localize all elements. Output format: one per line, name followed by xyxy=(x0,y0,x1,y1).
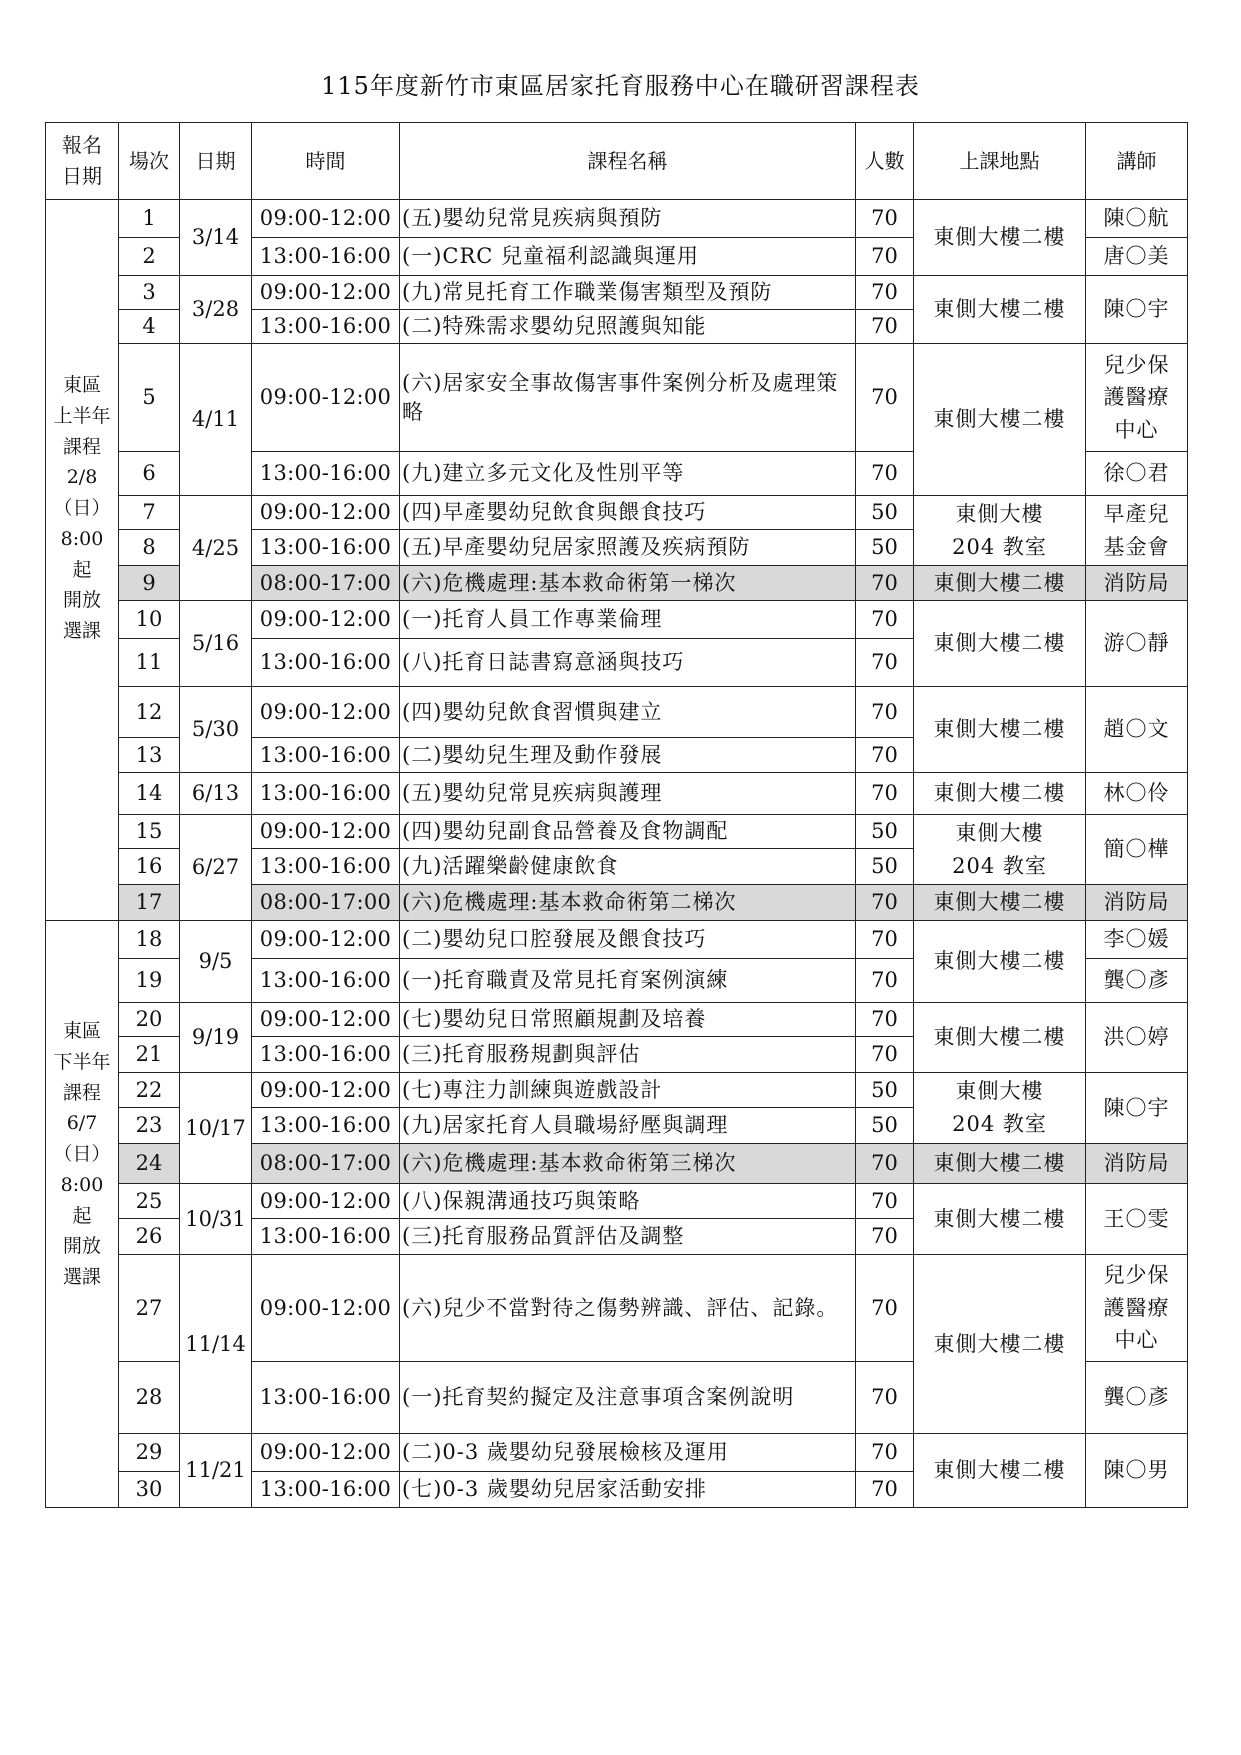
group-upper-line: 課程 xyxy=(62,435,101,458)
time-cell: 13:00-16:00 xyxy=(252,639,400,687)
date-cell: 10/17 xyxy=(180,1073,252,1184)
group-upper-line: 上半年 xyxy=(53,404,111,427)
date-cell: 11/14 xyxy=(180,1255,252,1434)
time-cell: 09:00-12:00 xyxy=(252,200,400,238)
course-name: (五)嬰幼兒常見疾病與護理 xyxy=(400,773,856,815)
teacher-cell: 游〇靜 xyxy=(1086,601,1188,687)
date-cell: 11/21 xyxy=(180,1434,252,1508)
time-cell: 13:00-16:00 xyxy=(252,238,400,276)
teacher-cell: 陳〇男 xyxy=(1086,1434,1188,1508)
group-lower-signup xyxy=(46,921,119,1508)
group-upper-line: （日） xyxy=(53,497,111,520)
course-name: (一)托育契約擬定及注意事項含案例說明 xyxy=(400,1362,856,1434)
time-cell: 09:00-12:00 xyxy=(252,1255,400,1362)
count-cell: 70 xyxy=(856,738,914,773)
teacher-cell: 陳〇航 xyxy=(1086,200,1188,238)
group-upper-signup xyxy=(46,200,119,921)
location-cell xyxy=(914,1073,1086,1144)
teacher-cell: 陳〇宇 xyxy=(1086,276,1188,344)
date-cell: 6/13 xyxy=(180,773,252,815)
count-cell: 70 xyxy=(856,566,914,601)
count-cell: 70 xyxy=(856,1219,914,1255)
teacher-line: 基金會 xyxy=(1103,534,1170,559)
header-count: 人數 xyxy=(856,123,914,200)
time-cell: 09:00-12:00 xyxy=(252,344,400,452)
count-cell: 70 xyxy=(856,639,914,687)
teacher-cell: 龔〇彥 xyxy=(1086,959,1188,1003)
table-row xyxy=(46,687,1188,738)
count-cell: 70 xyxy=(856,238,914,276)
count-cell: 70 xyxy=(856,1434,914,1472)
course-name: (八)托育日誌書寫意涵與技巧 xyxy=(400,639,856,687)
header-signup-line1: 報名 xyxy=(62,133,102,157)
date-cell: 3/14 xyxy=(180,200,252,276)
date-cell: 9/5 xyxy=(180,921,252,1003)
group-lower-line: 東區 xyxy=(62,1020,101,1042)
count-cell: 70 xyxy=(856,773,914,815)
location-cell: 東側大樓二樓 xyxy=(914,773,1086,815)
location-cell: 東側大樓二樓 xyxy=(914,566,1086,601)
table-row xyxy=(46,1003,1188,1037)
course-name: (五)嬰幼兒常見疾病與預防 xyxy=(400,200,856,238)
header-location: 上課地點 xyxy=(914,123,1086,200)
time-cell: 13:00-16:00 xyxy=(252,1108,400,1144)
header-signup-line2: 日期 xyxy=(62,164,102,188)
group-lower-line: 6/7 xyxy=(66,1112,98,1135)
count-cell: 70 xyxy=(856,601,914,639)
session-number: 18 xyxy=(119,921,180,959)
session-number: 3 xyxy=(119,276,180,310)
teacher-line: 護醫療 xyxy=(1103,1295,1170,1320)
count-cell: 50 xyxy=(856,530,914,566)
session-number: 21 xyxy=(119,1037,180,1073)
group-lower-line: 課程 xyxy=(62,1081,101,1104)
course-name: (五)早產嬰幼兒居家照護及疾病預防 xyxy=(400,530,856,566)
session-number: 15 xyxy=(119,815,180,849)
teacher-cell: 李〇媛 xyxy=(1086,921,1188,959)
time-cell: 13:00-16:00 xyxy=(252,849,400,885)
table-row xyxy=(46,921,1188,959)
table-row xyxy=(46,344,1188,452)
table-row xyxy=(46,276,1188,310)
group-upper-line: 東區 xyxy=(62,374,101,396)
location-cell: 東側大樓二樓 xyxy=(914,344,1086,496)
date-cell: 10/31 xyxy=(180,1184,252,1255)
session-number: 30 xyxy=(119,1472,180,1508)
session-number: 10 xyxy=(119,601,180,639)
teacher-cell: 簡〇樺 xyxy=(1086,815,1188,885)
count-cell: 50 xyxy=(856,1108,914,1144)
header-signup-date xyxy=(46,123,119,200)
count-cell: 70 xyxy=(856,452,914,496)
teacher-line: 早產兒 xyxy=(1103,501,1170,526)
session-number: 13 xyxy=(119,738,180,773)
count-cell: 70 xyxy=(856,1362,914,1434)
time-cell: 13:00-16:00 xyxy=(252,959,400,1003)
group-lower-line: 起 xyxy=(72,1204,92,1227)
group-lower-line: 8:00 xyxy=(60,1173,104,1196)
course-name: (九)活躍樂齡健康飲食 xyxy=(400,849,856,885)
time-cell: 08:00-17:00 xyxy=(252,566,400,601)
course-name: (四)嬰幼兒飲食習慣與建立 xyxy=(400,687,856,738)
count-cell: 70 xyxy=(856,1003,914,1037)
session-number: 26 xyxy=(119,1219,180,1255)
count-cell: 70 xyxy=(856,200,914,238)
course-name: (一)托育職責及常見托育案例演練 xyxy=(400,959,856,1003)
course-name: (一)托育人員工作專業倫理 xyxy=(400,601,856,639)
header-time: 時間 xyxy=(252,123,400,200)
course-name: (三)托育服務規劃與評估 xyxy=(400,1037,856,1073)
course-name: (六)危機處理:基本救命術第二梯次 xyxy=(400,885,856,921)
session-number: 16 xyxy=(119,849,180,885)
group-lower-line: 選課 xyxy=(62,1266,101,1289)
course-name: (四)早產嬰幼兒飲食與餵食技巧 xyxy=(400,496,856,530)
course-name: (七)0-3 歲嬰幼兒居家活動安排 xyxy=(400,1472,856,1508)
table-row xyxy=(46,773,1188,815)
course-name: (二)特殊需求嬰幼兒照護與知能 xyxy=(400,310,856,344)
course-name: (九)居家托育人員職場紓壓與調理 xyxy=(400,1108,856,1144)
course-name: (二)嬰幼兒口腔發展及餵食技巧 xyxy=(400,921,856,959)
teacher-cell: 王〇雯 xyxy=(1086,1184,1188,1255)
location-cell: 東側大樓二樓 xyxy=(914,687,1086,773)
session-number: 8 xyxy=(119,530,180,566)
course-name: (六)危機處理:基本救命術第一梯次 xyxy=(400,566,856,601)
course-name: (八)保親溝通技巧與策略 xyxy=(400,1184,856,1219)
count-cell: 70 xyxy=(856,921,914,959)
count-cell: 70 xyxy=(856,687,914,738)
time-cell: 08:00-17:00 xyxy=(252,1144,400,1184)
header-course: 課程名稱 xyxy=(400,123,856,200)
header-session: 場次 xyxy=(119,123,180,200)
location-cell xyxy=(914,815,1086,885)
time-cell: 09:00-12:00 xyxy=(252,1434,400,1472)
table-row xyxy=(46,601,1188,639)
teacher-cell: 林〇伶 xyxy=(1086,773,1188,815)
location-cell: 東側大樓二樓 xyxy=(914,921,1086,1003)
location-line: 204 教室 xyxy=(952,853,1047,878)
session-number: 12 xyxy=(119,687,180,738)
date-cell: 6/27 xyxy=(180,815,252,921)
location-cell: 東側大樓二樓 xyxy=(914,601,1086,687)
course-schedule-table xyxy=(45,122,1188,1508)
location-cell: 東側大樓二樓 xyxy=(914,276,1086,344)
time-cell: 13:00-16:00 xyxy=(252,1037,400,1073)
course-name: (三)托育服務品質評估及調整 xyxy=(400,1219,856,1255)
time-cell: 09:00-12:00 xyxy=(252,1003,400,1037)
teacher-line: 兒少保 xyxy=(1103,1263,1170,1288)
group-lower-line: 開放 xyxy=(62,1235,101,1258)
time-cell: 13:00-16:00 xyxy=(252,773,400,815)
group-lower-line: （日） xyxy=(53,1143,111,1166)
location-cell: 東側大樓二樓 xyxy=(914,1003,1086,1073)
location-cell: 東側大樓二樓 xyxy=(914,200,1086,276)
teacher-cell: 趙〇文 xyxy=(1086,687,1188,773)
teacher-cell: 消防局 xyxy=(1086,566,1188,601)
count-cell: 70 xyxy=(856,1255,914,1362)
session-number: 20 xyxy=(119,1003,180,1037)
location-cell: 東側大樓二樓 xyxy=(914,1144,1086,1184)
course-name: (二)嬰幼兒生理及動作發展 xyxy=(400,738,856,773)
session-number: 6 xyxy=(119,452,180,496)
time-cell: 13:00-16:00 xyxy=(252,1362,400,1434)
session-number: 24 xyxy=(119,1144,180,1184)
session-number: 22 xyxy=(119,1073,180,1108)
location-line: 東側大樓 xyxy=(955,820,1044,845)
session-number: 19 xyxy=(119,959,180,1003)
session-number: 9 xyxy=(119,566,180,601)
location-cell: 東側大樓二樓 xyxy=(914,885,1086,921)
course-name: (七)專注力訓練與遊戲設計 xyxy=(400,1073,856,1108)
header-teacher: 講師 xyxy=(1086,123,1188,200)
time-cell: 13:00-16:00 xyxy=(252,738,400,773)
time-cell: 09:00-12:00 xyxy=(252,276,400,310)
count-cell: 70 xyxy=(856,1144,914,1184)
teacher-cell xyxy=(1086,1255,1188,1362)
time-cell: 13:00-16:00 xyxy=(252,530,400,566)
header-row xyxy=(46,123,1188,200)
teacher-cell: 唐〇美 xyxy=(1086,238,1188,276)
table-row xyxy=(46,496,1188,530)
date-cell: 3/28 xyxy=(180,276,252,344)
course-name: (七)嬰幼兒日常照顧規劃及培養 xyxy=(400,1003,856,1037)
session-number: 29 xyxy=(119,1434,180,1472)
header-date: 日期 xyxy=(180,123,252,200)
count-cell: 70 xyxy=(856,1037,914,1073)
count-cell: 70 xyxy=(856,885,914,921)
teacher-line: 中心 xyxy=(1114,1328,1159,1353)
session-number: 1 xyxy=(119,200,180,238)
time-cell: 13:00-16:00 xyxy=(252,452,400,496)
teacher-cell: 洪〇婷 xyxy=(1086,1003,1188,1073)
group-upper-line: 選課 xyxy=(62,620,101,643)
session-number: 23 xyxy=(119,1108,180,1144)
course-name: (六)居家安全事故傷害事件案例分析及處理策略 xyxy=(400,344,856,452)
group-upper-line: 2/8 xyxy=(66,466,98,489)
time-cell: 13:00-16:00 xyxy=(252,310,400,344)
time-cell: 13:00-16:00 xyxy=(252,1219,400,1255)
table-row xyxy=(46,1073,1188,1108)
course-name: (四)嬰幼兒副食品營養及食物調配 xyxy=(400,815,856,849)
teacher-cell: 陳〇宇 xyxy=(1086,1073,1188,1144)
teacher-line: 兒少保 xyxy=(1103,352,1170,377)
time-cell: 09:00-12:00 xyxy=(252,687,400,738)
count-cell: 70 xyxy=(856,310,914,344)
location-line: 204 教室 xyxy=(952,534,1047,559)
page-title: 115年度新竹市東區居家托育服務中心在職研習課程表 xyxy=(321,72,920,100)
count-cell: 70 xyxy=(856,276,914,310)
table-row xyxy=(46,1255,1188,1362)
count-cell: 70 xyxy=(856,1184,914,1219)
course-name: (六)兒少不當對待之傷勢辨識、評估、記錄。 xyxy=(400,1255,856,1362)
session-number: 11 xyxy=(119,639,180,687)
table-row xyxy=(46,200,1188,238)
session-number: 2 xyxy=(119,238,180,276)
group-upper-line: 開放 xyxy=(62,589,101,612)
session-number: 17 xyxy=(119,885,180,921)
date-cell: 5/16 xyxy=(180,601,252,687)
date-cell: 4/25 xyxy=(180,496,252,601)
time-cell: 09:00-12:00 xyxy=(252,1184,400,1219)
table-row xyxy=(46,1434,1188,1472)
location-line: 204 教室 xyxy=(952,1112,1047,1136)
count-cell: 50 xyxy=(856,1073,914,1108)
location-line: 東側大樓 xyxy=(955,1079,1044,1104)
teacher-cell: 徐〇君 xyxy=(1086,452,1188,496)
time-cell: 09:00-12:00 xyxy=(252,496,400,530)
count-cell: 70 xyxy=(856,1472,914,1508)
time-cell: 08:00-17:00 xyxy=(252,885,400,921)
time-cell: 09:00-12:00 xyxy=(252,815,400,849)
session-number: 25 xyxy=(119,1184,180,1219)
group-lower-line: 下半年 xyxy=(53,1050,111,1073)
group-upper-line: 8:00 xyxy=(60,527,104,550)
group-upper-line: 起 xyxy=(72,558,92,581)
course-name: (二)0-3 歲嬰幼兒發展檢核及運用 xyxy=(400,1434,856,1472)
session-number: 7 xyxy=(119,496,180,530)
time-cell: 09:00-12:00 xyxy=(252,601,400,639)
table-row xyxy=(46,815,1188,849)
location-cell: 東側大樓二樓 xyxy=(914,1434,1086,1508)
table-row xyxy=(46,1184,1188,1219)
teacher-cell: 消防局 xyxy=(1086,885,1188,921)
count-cell: 50 xyxy=(856,815,914,849)
course-name: (九)建立多元文化及性別平等 xyxy=(400,452,856,496)
count-cell: 50 xyxy=(856,496,914,530)
course-name: (一)CRC 兒童福利認識與運用 xyxy=(400,238,856,276)
date-cell: 9/19 xyxy=(180,1003,252,1073)
count-cell: 70 xyxy=(856,344,914,452)
count-cell: 50 xyxy=(856,849,914,885)
location-cell: 東側大樓二樓 xyxy=(914,1255,1086,1434)
date-cell: 5/30 xyxy=(180,687,252,773)
location-cell: 東側大樓二樓 xyxy=(914,1184,1086,1255)
course-name: (九)常見托育工作職業傷害類型及預防 xyxy=(400,276,856,310)
teacher-cell xyxy=(1086,496,1188,566)
teacher-line: 護醫療 xyxy=(1103,385,1170,410)
date-cell: 4/11 xyxy=(180,344,252,496)
time-cell: 09:00-12:00 xyxy=(252,921,400,959)
location-line: 東側大樓 xyxy=(955,501,1044,526)
teacher-cell: 龔〇彥 xyxy=(1086,1362,1188,1434)
session-number: 4 xyxy=(119,310,180,344)
teacher-line: 中心 xyxy=(1114,417,1159,442)
session-number: 28 xyxy=(119,1362,180,1434)
session-number: 5 xyxy=(119,344,180,452)
time-cell: 09:00-12:00 xyxy=(252,1073,400,1108)
location-cell xyxy=(914,496,1086,566)
time-cell: 13:00-16:00 xyxy=(252,1472,400,1508)
session-number: 14 xyxy=(119,773,180,815)
course-name: (六)危機處理:基本救命術第三梯次 xyxy=(400,1144,856,1184)
session-number: 27 xyxy=(119,1255,180,1362)
count-cell: 70 xyxy=(856,959,914,1003)
teacher-cell: 消防局 xyxy=(1086,1144,1188,1184)
teacher-cell xyxy=(1086,344,1188,452)
